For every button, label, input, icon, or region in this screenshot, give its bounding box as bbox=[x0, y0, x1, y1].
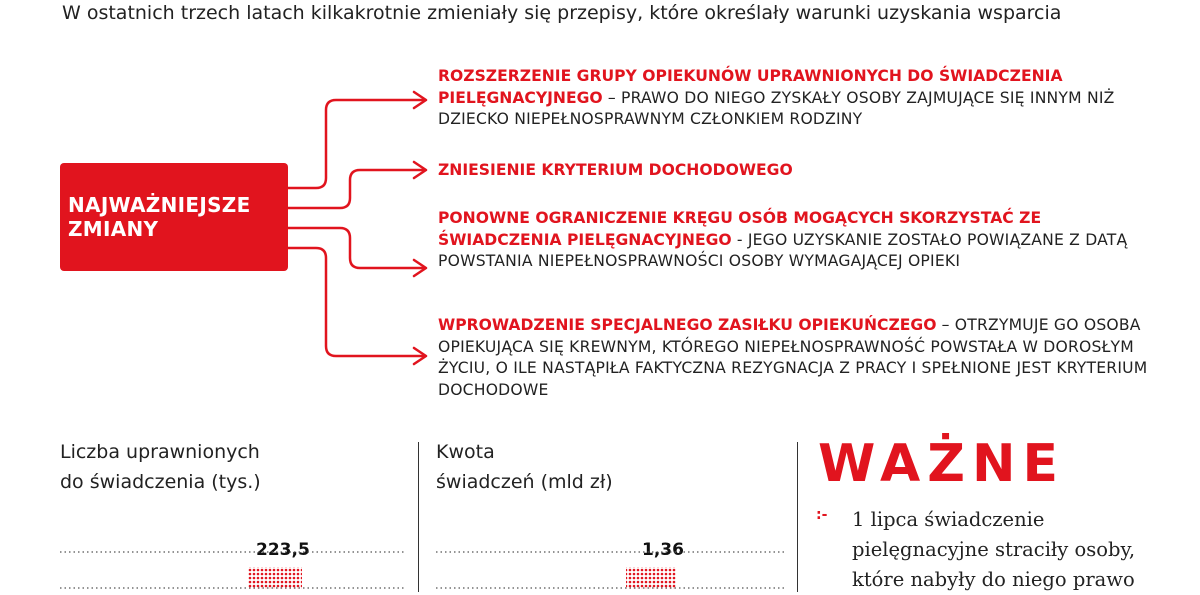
change-item-1-text: – PRAWO DO NIEGO ZYSKAŁY OSOBY ZAJMUJĄCE SIĘ INNYM NIŻ DZIECKO NIEPEŁNOSPRAWNYM CZŁONKIEM RODZINY bbox=[438, 88, 1115, 128]
change-item-1-highlight: ROZSZERZENIE GRUPY OPIEKUNÓW UPRAWNIONYCH DO ŚWIADCZENIA PIELĘGNACYJNEGO bbox=[438, 67, 1063, 107]
chart-1-title-line2: do świadczenia (tys.) bbox=[60, 471, 261, 493]
chart-1-title-line1: Liczba uprawnionych bbox=[60, 441, 260, 463]
chart-2-title-line2: świadczeń (mld zł) bbox=[436, 471, 613, 493]
chart-2-bar bbox=[626, 567, 676, 589]
wazne-bullet-text: 1 lipca świadczenie pielęgnacyjne straciły osoby, które nabyły do niego prawo bbox=[852, 508, 1136, 591]
subtitle: W ostatnich trzech latach kilkakrotnie zmieniały się przepisy, które określały warunki uzyskania wsparcia bbox=[62, 2, 1062, 24]
wazne-heading: WAŻNE bbox=[818, 434, 1066, 494]
divider-1 bbox=[418, 442, 419, 592]
divider-2 bbox=[797, 442, 798, 592]
chart-2-title-line1: Kwota bbox=[436, 441, 495, 463]
main-box-label: NAJWAŻNIEJSZE ZMIANY bbox=[68, 193, 251, 241]
change-item-4-text: – OTRZYMUJE GO OSOBA OPIEKUJĄCA SIĘ KREWNYM, KTÓREGO NIEPEŁNOSPRAWNOŚĆ POWSTAŁA W DOROSŁYM ŻYCIU, O ILE NASTĄPIŁA FAKTYCZNA REZYGNACJA Z PRACY I SPEŁNIONE JEST KRYTERIUM DOCHODOWE bbox=[438, 316, 1148, 399]
change-item-2-highlight: ZNIESIENIE KRYTERIUM DOCHODOWEGO bbox=[438, 161, 793, 179]
change-item-4-highlight: WPROWADZENIE SPECJALNEGO ZASIŁKU OPIEKUŃCZEGO bbox=[438, 316, 937, 334]
bullet-icon: :- bbox=[816, 507, 828, 523]
change-item-3-text: - JEGO UZYSKANIE ZOSTAŁO POWIĄZANE Z DATĄ POWSTANIA NIEPEŁNOSPRAWNOŚCI OSOBY WYMAGAJĄCEJ OPIEKI bbox=[438, 230, 1128, 270]
chart-1-bar bbox=[248, 567, 302, 589]
chart-1-value-label: 223,5 bbox=[256, 540, 310, 560]
chart-2-value-label: 1,36 bbox=[642, 540, 684, 560]
change-item-3-highlight: PONOWNE OGRANICZENIE KRĘGU OSÓB MOGĄCYCH SKORZYSTAĆ ZE ŚWIADCZENIA PIELĘGNACYJNEGO bbox=[438, 209, 1042, 249]
